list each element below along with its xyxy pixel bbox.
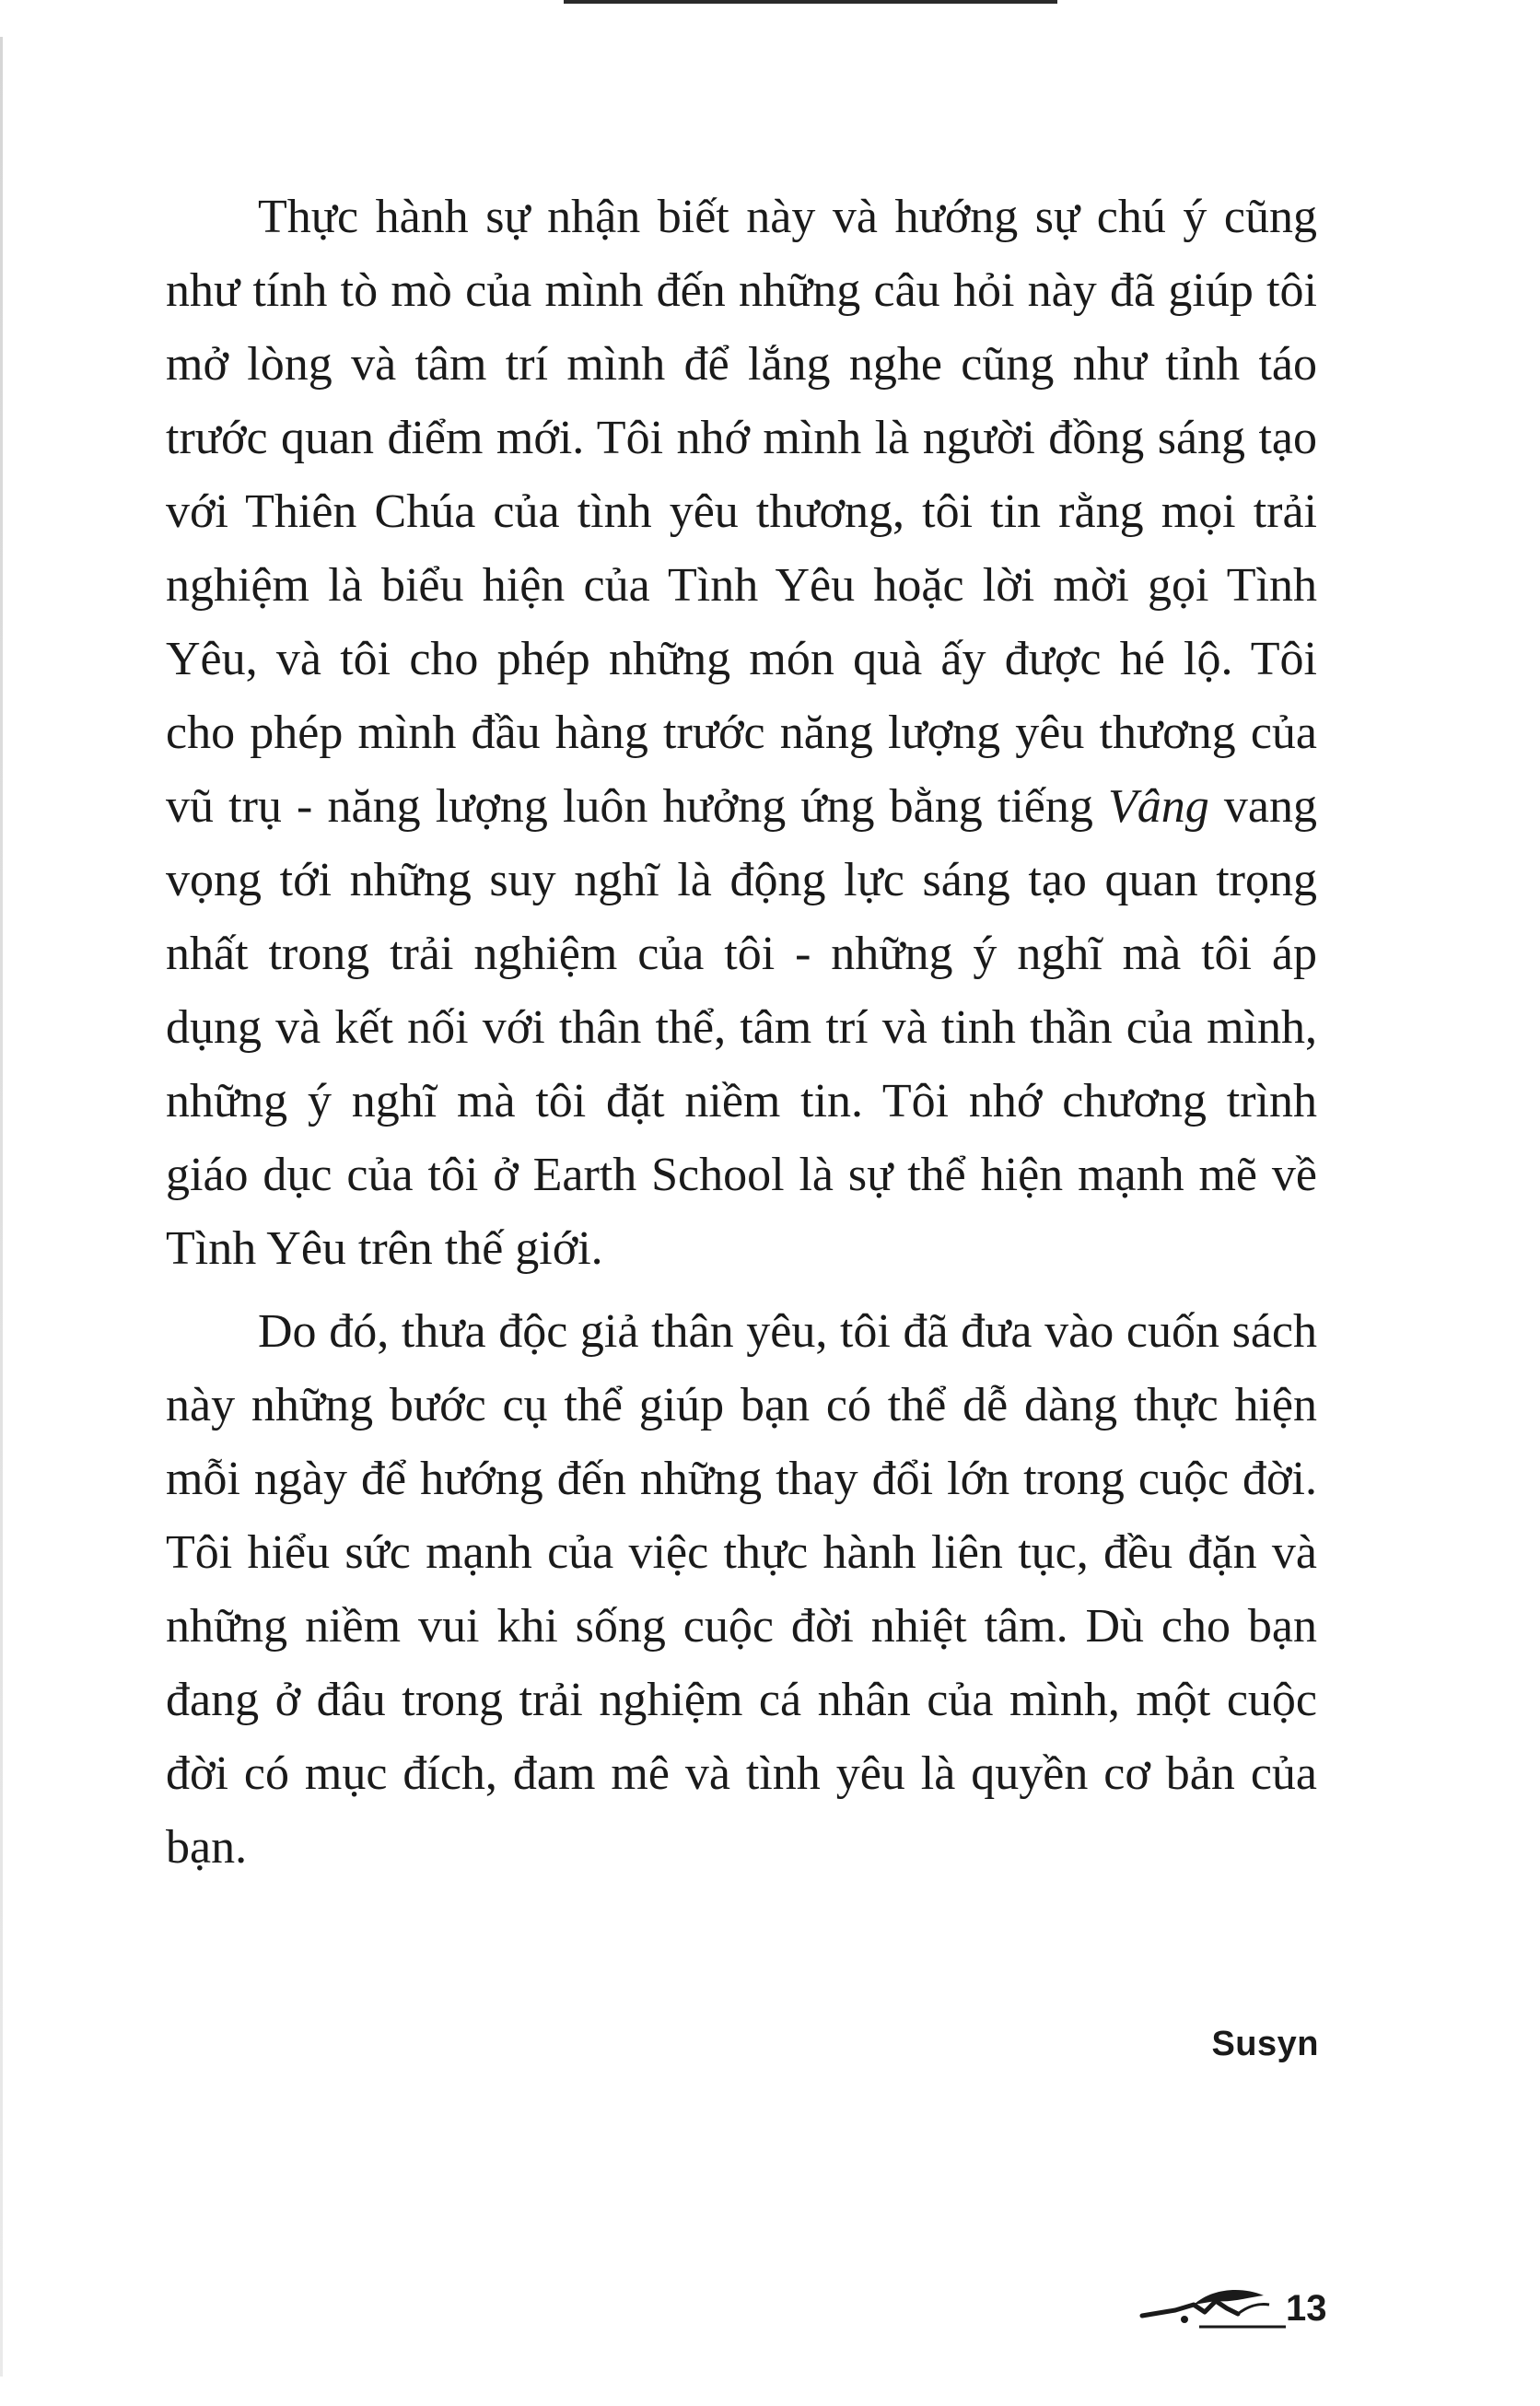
author-signature: Susyn bbox=[1211, 2025, 1319, 2063]
page-body bbox=[166, 181, 1317, 1885]
page-number: 13 bbox=[1286, 2288, 1327, 2329]
paragraph-text: Thực hành sự nhận biết này và hướng sự chú ý cũng như tính tò mò của mình đến những câu hỏi này đã giúp tôi mở lòng và tâm trí mình để lắng nghe cũng như tỉnh táo trước quan điểm mới. Tôi nhớ mình là người đồng sáng tạo với Thiên Chúa của tình yêu thương, tôi tin rằng mọi trải nghiệm là biểu hiện của Tình Yêu hoặc lời mời gọi Tình Yêu, và tôi cho phép những món quà ấy được hé lộ. Tôi cho phép mình đầu hàng trước năng lượng yêu thương của vũ trụ - năng lượng luôn hưởng ứng bằng tiếng bbox=[166, 191, 1317, 833]
page-edge-shadow bbox=[0, 37, 3, 2377]
paragraph-text: vang vọng tới những suy nghĩ là động lực sáng tạo quan trọng nhất trong trải nghiệm của tôi - những ý nghĩ mà tôi áp dụng và kết nối với thân thể, tâm trí và tinh thần của mình, những ý nghĩ mà tôi đặt niềm tin. Tôi nhớ chương trình giáo dục của tôi ở Earth School là sự thể hiện mạnh mẽ về Tình Yêu trên thế giới. bbox=[166, 780, 1318, 1275]
quill-ornament-icon bbox=[1138, 2284, 1286, 2340]
paragraph: Do đó, thưa độc giả thân yêu, tôi đã đưa vào cuốn sách này những bước cụ thể giúp bạn có thể dễ dàng thực hiện mỗi ngày để hướng đến những thay đổi lớn trong cuộc đời. Tôi hiểu sức mạnh của việc thực hành liên tục, đều đặn và những niềm vui khi sống cuộc đời nhiệt tâm. Dù cho bạn đang ở đâu trong trải nghiệm cá nhân của mình, một cuộc đời có mục đích, đam mê và tình yêu là quyền cơ bản của bạn. bbox=[166, 1305, 1317, 1874]
paragraph bbox=[166, 181, 1317, 1286]
emphasis-text: Vâng bbox=[1108, 780, 1209, 833]
top-rule bbox=[564, 0, 1057, 4]
